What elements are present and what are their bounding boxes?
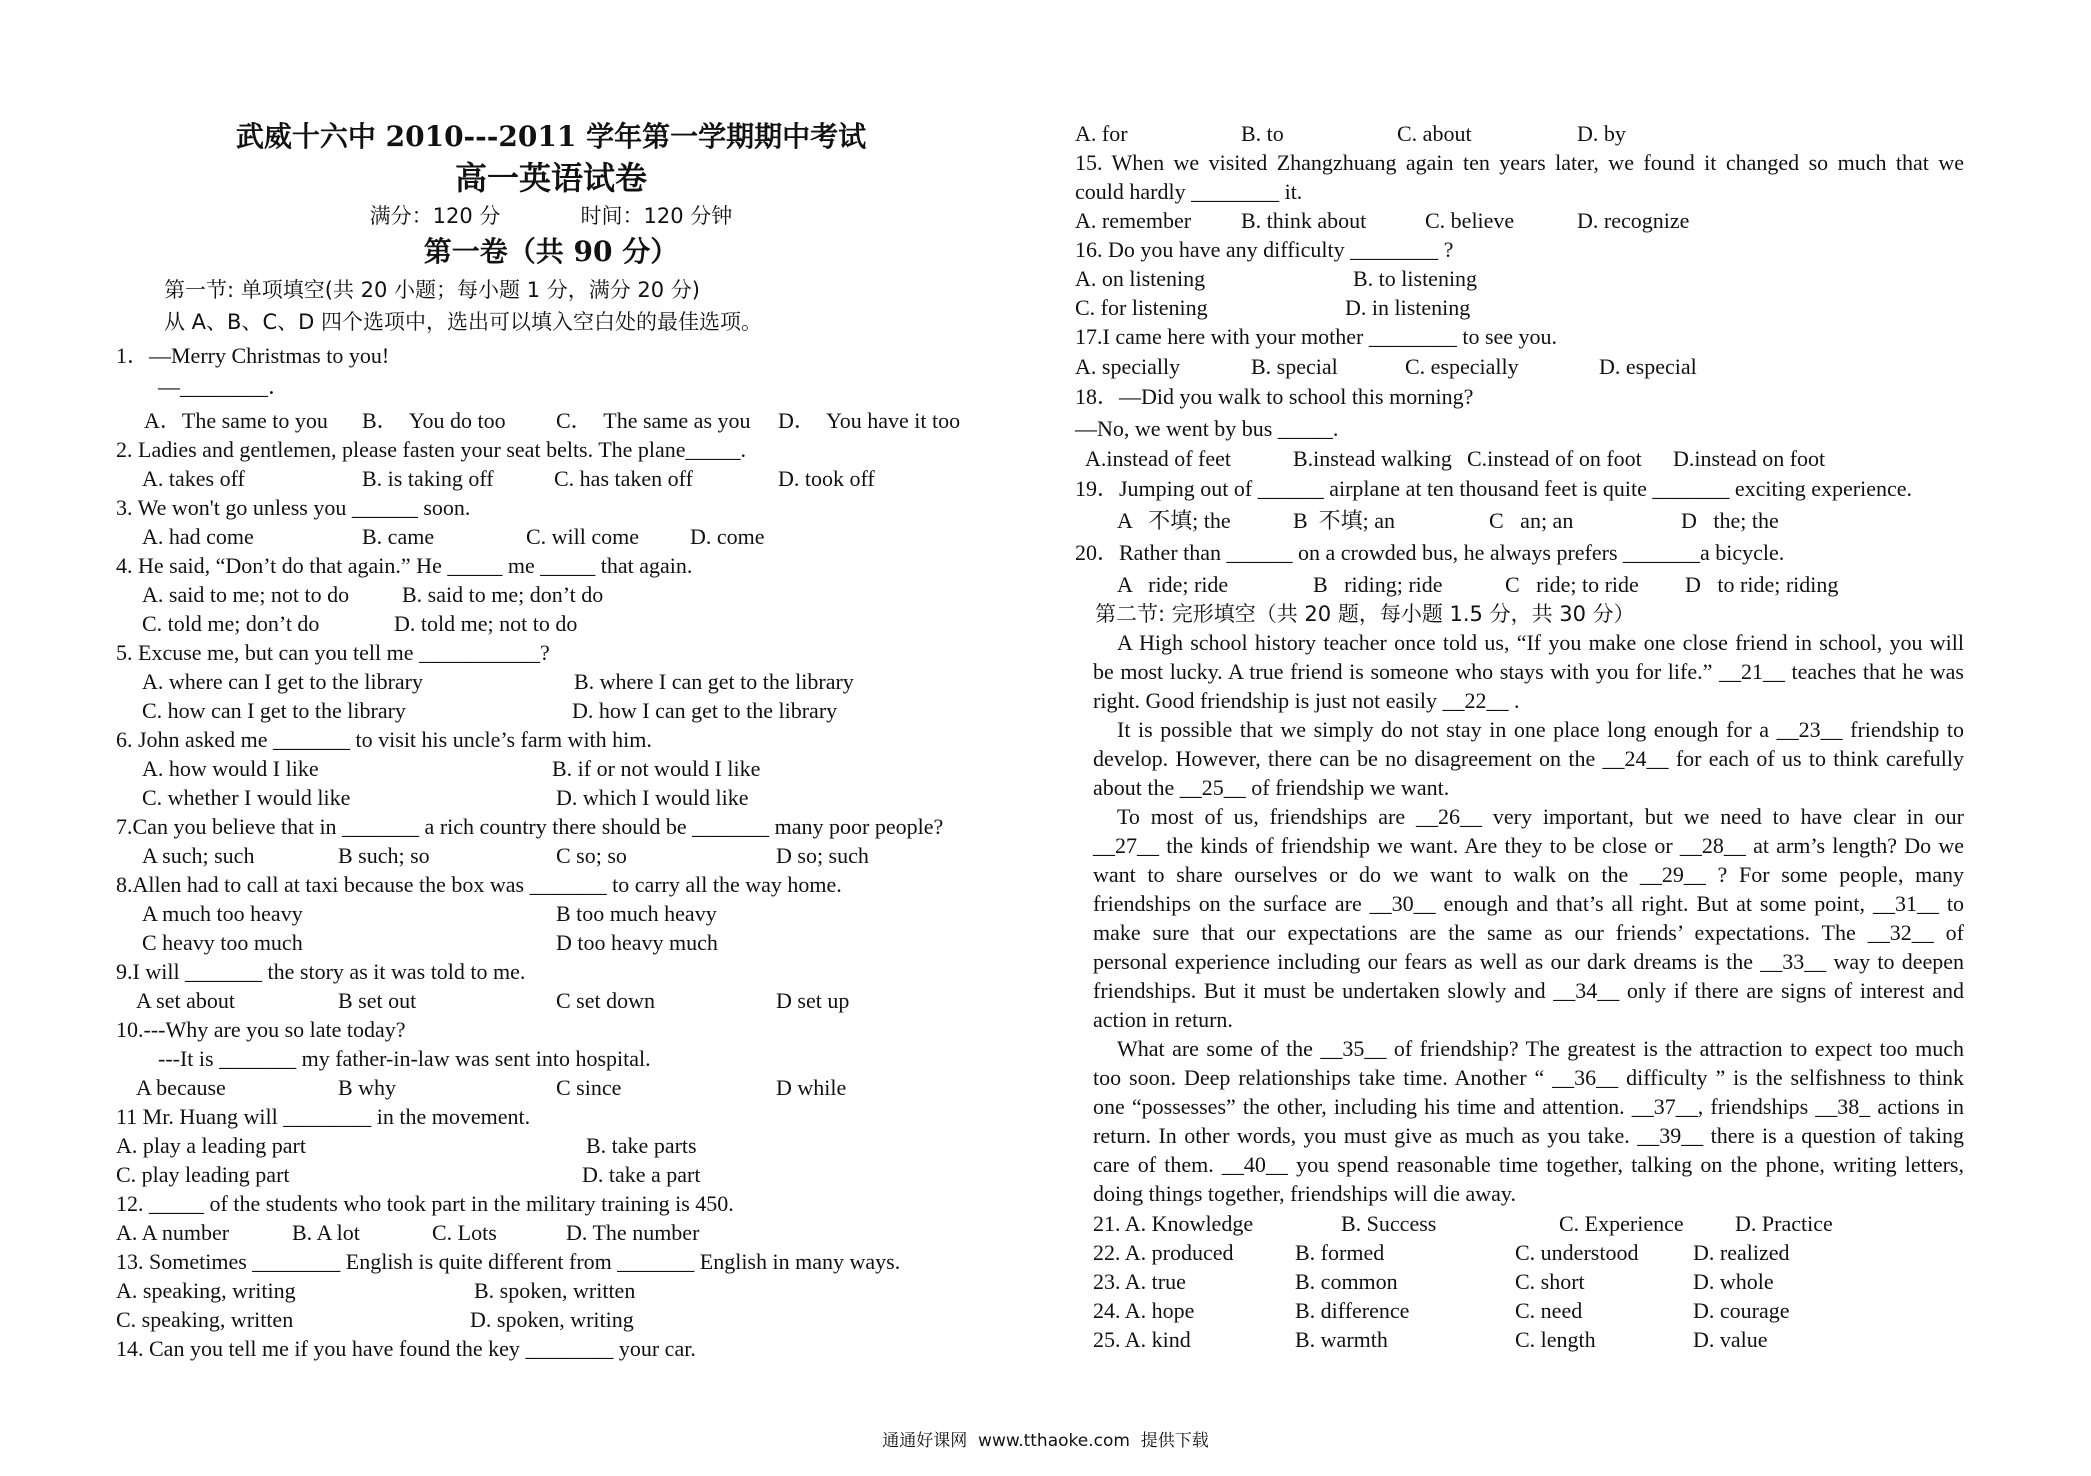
question-9-stem: 9.I will _______ the story as it was told to me. bbox=[116, 959, 526, 984]
question-12-options bbox=[116, 1220, 986, 1246]
option-a: 21. A. Knowledge bbox=[1093, 1211, 1254, 1236]
option-a: A. specially bbox=[1075, 354, 1181, 379]
option-d: D. in listening bbox=[1345, 295, 1471, 320]
option-d: D too heavy much bbox=[556, 930, 718, 955]
option-d: D. courage bbox=[1693, 1298, 1790, 1323]
passage-line: friendships. But it must be undertaken slowly and __34__ only if there are signs of interest and bbox=[1093, 978, 1964, 1003]
passage-line: about the __25__ of friendship we want. bbox=[1093, 775, 1450, 800]
option-c: C. especially bbox=[1405, 354, 1519, 379]
option-c: C ride; to ride bbox=[1505, 572, 1639, 597]
option-c: C an; an bbox=[1489, 508, 1574, 533]
exam-title: 武威十六中 2010---2011 学年第一学期期中考试 bbox=[235, 120, 867, 153]
question-6-options-row2 bbox=[116, 785, 986, 811]
option-a: A set about bbox=[136, 988, 235, 1013]
question-2-options bbox=[116, 466, 986, 492]
option-d: D. especial bbox=[1599, 354, 1697, 379]
option-a: A much too heavy bbox=[142, 901, 303, 926]
option-c: C. speaking, written bbox=[116, 1307, 294, 1332]
passage-line: want to share ourselves or do we want to walk on the __29__ ? For some people, many bbox=[1093, 862, 1964, 887]
score-label: 满分：120 分 bbox=[369, 204, 501, 228]
question-16-stem: 16. Do you have any difficulty ________ ? bbox=[1075, 237, 1454, 262]
option-b: B. special bbox=[1251, 354, 1338, 379]
exam-meta bbox=[116, 202, 986, 230]
option-d: D. realized bbox=[1693, 1240, 1790, 1265]
passage-line: too soon. Deep relationships take time. Another “ __36__ difficulty ” is the selfishness to think bbox=[1093, 1065, 1964, 1090]
option-b: B. take parts bbox=[586, 1133, 697, 1158]
option-c: C. Experience bbox=[1559, 1211, 1684, 1236]
question-13-options-row1 bbox=[116, 1278, 986, 1304]
option-c: C set down bbox=[556, 988, 655, 1013]
page-footer: 通通好课网 www.tthaoke.com 提供下载 bbox=[882, 1431, 1209, 1451]
option-c: C. length bbox=[1515, 1327, 1596, 1352]
option-d: D. The number bbox=[566, 1220, 700, 1245]
question-2-stem: 2. Ladies and gentlemen, please fasten your seat belts. The plane_____. bbox=[116, 437, 747, 462]
option-a: A 不填; the bbox=[1117, 508, 1231, 533]
option-a: 24. A. hope bbox=[1093, 1298, 1195, 1323]
option-c: C. told me; don’t do bbox=[142, 611, 320, 636]
option-d: D to ride; riding bbox=[1685, 572, 1839, 597]
option-c: C. has taken off bbox=[554, 466, 693, 491]
section1-heading: 第一节: 单项填空(共 20 小题；每小题 1 分，满分 20 分) bbox=[164, 278, 700, 302]
question-5-stem: 5. Excuse me, but can you tell me ___________? bbox=[116, 640, 550, 665]
option-a: A.instead of feet bbox=[1085, 446, 1231, 471]
passage-line: right. Good friendship is just not easily __22__ . bbox=[1093, 688, 1520, 713]
question-11-stem: 11 Mr. Huang will ________ in the movement. bbox=[116, 1104, 531, 1129]
question-19-stem: 19．Jumping out of ______ airplane at ten thousand feet is quite _______ exciting experience. bbox=[1075, 476, 1913, 501]
passage-line: doing things together, friendships will die away. bbox=[1093, 1181, 1516, 1206]
passage-line: action in return. bbox=[1093, 1007, 1233, 1032]
option-c: C. understood bbox=[1515, 1240, 1639, 1265]
option-b: B too much heavy bbox=[556, 901, 717, 926]
question-15-options bbox=[1075, 208, 1975, 234]
question-18-options bbox=[1075, 446, 1975, 472]
question-14-options bbox=[1075, 121, 1975, 147]
question-6-options-row1 bbox=[116, 756, 986, 782]
question-1-options bbox=[116, 408, 986, 434]
question-10-stem2: ---It is _______ my father-in-law was sent into hospital. bbox=[158, 1046, 651, 1071]
option-a: 22. A. produced bbox=[1093, 1240, 1234, 1265]
option-c: C. Lots bbox=[432, 1220, 497, 1245]
option-d: D set up bbox=[776, 988, 850, 1013]
option-b: B. think about bbox=[1241, 208, 1367, 233]
question-5-options-row2 bbox=[116, 698, 986, 724]
answer-row-23 bbox=[1093, 1269, 1993, 1295]
question-4-options-row1 bbox=[116, 582, 986, 608]
passage-line: care of them. __40__ you spend reasonable time together, talking on the phone, writing letters, bbox=[1093, 1152, 1964, 1177]
passage-line: To most of us, friendships are __26__ very important, but we need to have clear in our bbox=[1117, 804, 1964, 829]
question-13-stem: 13. Sometimes ________ English is quite different from _______ English in many ways. bbox=[116, 1249, 901, 1274]
question-3-options bbox=[116, 524, 986, 550]
time-label: 时间：120 分钟 bbox=[580, 204, 733, 228]
answer-row-25 bbox=[1093, 1327, 1993, 1353]
option-b: B. is taking off bbox=[362, 466, 494, 491]
question-8-options-row1 bbox=[116, 901, 986, 927]
option-b: B. warmth bbox=[1295, 1327, 1388, 1352]
option-d: D. how I can get to the library bbox=[572, 698, 838, 723]
question-11-options-row2 bbox=[116, 1162, 986, 1188]
option-a: A. takes off bbox=[142, 466, 245, 491]
option-d: D the; the bbox=[1681, 508, 1779, 533]
option-a: A ride; ride bbox=[1117, 572, 1229, 597]
question-10-stem: 10.---Why are you so late today? bbox=[116, 1017, 406, 1042]
passage-line: return. In other words, you must give as much as you take. __39__ there is a question of taking bbox=[1093, 1123, 1964, 1148]
option-d: D. take a part bbox=[582, 1162, 701, 1187]
option-a: A. how would I like bbox=[142, 756, 319, 781]
passage-line: develop. However, there can be no disagreement on the __24__ for each of us to think carefully bbox=[1093, 746, 1964, 771]
option-a: A. had come bbox=[142, 524, 254, 549]
option-a: A. A number bbox=[116, 1220, 230, 1245]
option-b: B. A lot bbox=[292, 1220, 360, 1245]
option-c: C. play leading part bbox=[116, 1162, 290, 1187]
option-d: D. took off bbox=[778, 466, 875, 491]
cloze-passage bbox=[1093, 630, 1964, 1210]
question-16-options-row1 bbox=[1075, 266, 1975, 292]
option-d: D. come bbox=[690, 524, 765, 549]
option-c: C. believe bbox=[1425, 208, 1515, 233]
option-d: D. recognize bbox=[1577, 208, 1690, 233]
passage-line: __27__ the kinds of friendship we want. Are they to be close or __28__ at arm’s length? Do we bbox=[1093, 833, 1964, 858]
option-c: C. need bbox=[1515, 1298, 1583, 1323]
option-b: B. common bbox=[1295, 1269, 1398, 1294]
question-4-options-row2 bbox=[116, 611, 986, 637]
option-d: D.instead on foot bbox=[1673, 446, 1826, 471]
option-d: D. whole bbox=[1693, 1269, 1774, 1294]
option-b: B riding; ride bbox=[1313, 572, 1443, 597]
option-a: A. play a leading part bbox=[116, 1133, 306, 1158]
option-d: D. which I would like bbox=[556, 785, 749, 810]
question-20-options bbox=[1075, 572, 1975, 598]
option-b: B.instead walking bbox=[1293, 446, 1452, 471]
option-b: B. to listening bbox=[1353, 266, 1478, 291]
question-17-stem: 17.I came here with your mother ________ to see you. bbox=[1075, 324, 1558, 349]
option-a: A such; such bbox=[142, 843, 255, 868]
question-16-options-row2 bbox=[1075, 295, 1975, 321]
option-c: C． The same as you bbox=[556, 408, 751, 433]
option-a: A. where can I get to the library bbox=[142, 669, 423, 694]
option-d: D. spoken, writing bbox=[470, 1307, 634, 1332]
question-18-stem2: —No, we went by bus _____. bbox=[1075, 416, 1339, 441]
question-12-stem: 12. _____ of the students who took part in the military training is 450. bbox=[116, 1191, 734, 1216]
option-a: A. said to me; not to do bbox=[142, 582, 350, 607]
question-5-options-row1 bbox=[116, 669, 986, 695]
question-19-options bbox=[1075, 508, 1975, 534]
question-6-stem: 6. John asked me _______ to visit his uncle’s farm with him. bbox=[116, 727, 652, 752]
question-10-options bbox=[116, 1075, 986, 1101]
option-a: 25. A. kind bbox=[1093, 1327, 1191, 1352]
option-c: C so; so bbox=[556, 843, 627, 868]
question-7-stem: 7.Can you believe that in _______ a rich country there should be _______ many poor people? bbox=[116, 814, 944, 839]
passage-line: make sure that our expectations are the same as our friends’ expectations. The __32__ of bbox=[1093, 920, 1964, 945]
option-c: C. whether I would like bbox=[142, 785, 351, 810]
option-a: A. speaking, writing bbox=[116, 1278, 296, 1303]
option-a: A. for bbox=[1075, 121, 1128, 146]
section2-heading: 第二节: 完形填空（共 20 题，每小题 1.5 分，共 30 分） bbox=[1095, 602, 1635, 626]
option-b: B. where I can get to the library bbox=[574, 669, 854, 694]
option-a: 23. A. true bbox=[1093, 1269, 1186, 1294]
question-1-stem: 1．—Merry Christmas to you! bbox=[116, 343, 390, 368]
question-3-stem: 3. We won't go unless you ______ soon. bbox=[116, 495, 471, 520]
option-b: B. said to me; don’t do bbox=[402, 582, 604, 607]
option-b: B 不填; an bbox=[1293, 508, 1396, 533]
question-20-stem: 20．Rather than ______ on a crowded bus, he always prefers _______a bicycle. bbox=[1075, 540, 1785, 565]
option-d: D. by bbox=[1577, 121, 1626, 146]
option-c: C. short bbox=[1515, 1269, 1585, 1294]
option-b: B. difference bbox=[1295, 1298, 1410, 1323]
question-14-stem: 14. Can you tell me if you have found the key ________ your car. bbox=[116, 1336, 696, 1361]
option-b: B. formed bbox=[1295, 1240, 1385, 1265]
option-d: D so; such bbox=[776, 843, 869, 868]
option-b: B． You do too bbox=[362, 408, 506, 433]
option-d: D. Practice bbox=[1735, 1211, 1833, 1236]
section1-instruction: 从 A、B、C、D 四个选项中，选出可以填入空白处的最佳选项。 bbox=[164, 310, 762, 334]
question-15-stem2: could hardly ________ it. bbox=[1075, 179, 1303, 204]
question-8-stem: 8.Allen had to call at taxi because the box was _______ to carry all the way home. bbox=[116, 872, 842, 897]
question-13-options-row2 bbox=[116, 1307, 986, 1333]
passage-line: be most lucky. A true friend is someone who stays with you for life.” __21__ teaches that he was bbox=[1093, 659, 1964, 684]
option-c: C. will come bbox=[526, 524, 640, 549]
option-c: C since bbox=[556, 1075, 622, 1100]
question-15-stem: 15. When we visited Zhangzhuang again ten years later, we found it changed so much that we bbox=[1075, 150, 1964, 175]
passage-line: What are some of the __35__ of friendship? The greatest is the attraction to expect too much bbox=[1117, 1036, 1964, 1061]
answer-row-22 bbox=[1093, 1240, 1993, 1266]
right-column bbox=[1075, 0, 1975, 1476]
passage-line: It is possible that we simply do not stay in one place long enough for a __23__ friendship to bbox=[1117, 717, 1964, 742]
option-b: B. Success bbox=[1341, 1211, 1437, 1236]
question-1-stem2: —________． bbox=[158, 374, 291, 399]
option-d: D. value bbox=[1693, 1327, 1768, 1352]
question-11-options-row1 bbox=[116, 1133, 986, 1159]
option-a: A. on listening bbox=[1075, 266, 1206, 291]
option-c: C. for listening bbox=[1075, 295, 1208, 320]
option-b: B. came bbox=[362, 524, 435, 549]
option-b: B such; so bbox=[338, 843, 430, 868]
option-d: D while bbox=[776, 1075, 847, 1100]
passage-line: friendships on the surface are __30__ enough and that’s all right. But at some point, __31__ to bbox=[1093, 891, 1964, 916]
answer-row-24 bbox=[1093, 1298, 1993, 1324]
option-c: C. how can I get to the library bbox=[142, 698, 406, 723]
passage-line: A High school history teacher once told us, “If you make one close friend in school, you will bbox=[1117, 630, 1964, 655]
answer-row-21 bbox=[1093, 1211, 1993, 1237]
left-column bbox=[116, 0, 986, 1476]
option-b: B why bbox=[338, 1075, 397, 1100]
question-18-stem: 18．—Did you walk to school this morning? bbox=[1075, 384, 1474, 409]
option-c: C.instead of on foot bbox=[1467, 446, 1642, 471]
question-17-options bbox=[1075, 354, 1975, 380]
option-a: A because bbox=[136, 1075, 226, 1100]
option-a: A．The same to you bbox=[144, 408, 328, 433]
option-d: D． You have it too bbox=[778, 408, 961, 433]
option-d: D. told me; not to do bbox=[394, 611, 578, 636]
option-c: C heavy too much bbox=[142, 930, 303, 955]
question-9-options bbox=[116, 988, 986, 1014]
part-title: 第一卷（共 90 分） bbox=[423, 235, 679, 268]
option-b: B. to bbox=[1241, 121, 1284, 146]
question-7-options bbox=[116, 843, 986, 869]
passage-line: one “possesses” the other, including his time and attention. __37__, friendships __38_ actions in bbox=[1093, 1094, 1964, 1119]
option-b: B. spoken, written bbox=[474, 1278, 636, 1303]
exam-subtitle: 高一英语试卷 bbox=[454, 159, 647, 197]
option-b: B set out bbox=[338, 988, 417, 1013]
passage-line: personal experience including our fears as well as our dark dreams is the __33__ way to deepen bbox=[1093, 949, 1964, 974]
question-4-stem: 4. He said, “Don’t do that again.” He _____ me _____ that again. bbox=[116, 553, 693, 578]
option-a: A. remember bbox=[1075, 208, 1192, 233]
option-b: B. if or not would I like bbox=[552, 756, 761, 781]
question-8-options-row2 bbox=[116, 930, 986, 956]
option-c: C. about bbox=[1397, 121, 1472, 146]
